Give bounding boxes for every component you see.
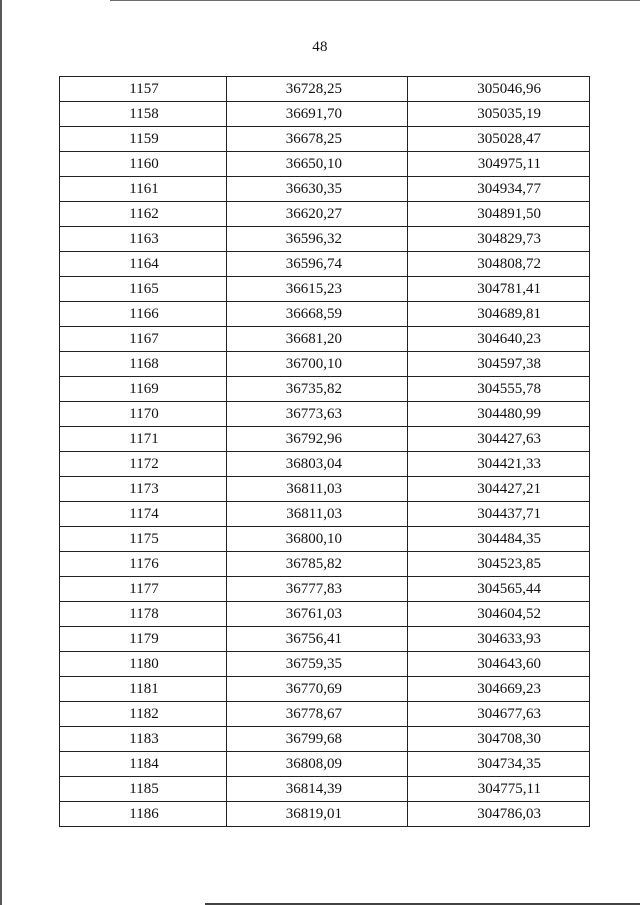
table-row bbox=[60, 777, 590, 802]
point-number-cell: 1186 bbox=[60, 802, 227, 827]
table-row bbox=[60, 727, 590, 752]
x-coordinate-cell: 36691,70 bbox=[227, 102, 408, 127]
y-coordinate-cell: 304555,78 bbox=[408, 377, 590, 402]
y-coordinate-cell: 304689,81 bbox=[408, 302, 590, 327]
y-coordinate-cell: 304523,85 bbox=[408, 552, 590, 577]
x-coordinate-cell: 36808,09 bbox=[227, 752, 408, 777]
table-row bbox=[60, 602, 590, 627]
x-coordinate-cell: 36819,01 bbox=[227, 802, 408, 827]
point-number-cell: 1159 bbox=[60, 127, 227, 152]
y-coordinate-cell: 304597,38 bbox=[408, 352, 590, 377]
x-coordinate-cell: 36785,82 bbox=[227, 552, 408, 577]
x-coordinate-cell: 36777,83 bbox=[227, 577, 408, 602]
page-number: 48 bbox=[312, 39, 328, 55]
y-coordinate-cell: 304643,60 bbox=[408, 652, 590, 677]
x-coordinate-cell: 36778,67 bbox=[227, 702, 408, 727]
point-number-cell: 1170 bbox=[60, 402, 227, 427]
table-row bbox=[60, 752, 590, 777]
table-row bbox=[60, 527, 590, 552]
y-coordinate-cell: 305028,47 bbox=[408, 127, 590, 152]
x-coordinate-cell: 36700,10 bbox=[227, 352, 408, 377]
y-coordinate-cell: 304565,44 bbox=[408, 577, 590, 602]
table-row bbox=[60, 177, 590, 202]
x-coordinate-cell: 36678,25 bbox=[227, 127, 408, 152]
x-coordinate-cell: 36773,63 bbox=[227, 402, 408, 427]
point-number-cell: 1163 bbox=[60, 227, 227, 252]
point-number-cell: 1185 bbox=[60, 777, 227, 802]
table-row bbox=[60, 102, 590, 127]
table-row bbox=[60, 577, 590, 602]
table-row bbox=[60, 352, 590, 377]
y-coordinate-cell: 304484,35 bbox=[408, 527, 590, 552]
point-number-cell: 1177 bbox=[60, 577, 227, 602]
y-coordinate-cell: 304480,99 bbox=[408, 402, 590, 427]
y-coordinate-cell: 305035,19 bbox=[408, 102, 590, 127]
y-coordinate-cell: 304604,52 bbox=[408, 602, 590, 627]
y-coordinate-cell: 304708,30 bbox=[408, 727, 590, 752]
point-number-cell: 1180 bbox=[60, 652, 227, 677]
x-coordinate-cell: 36630,35 bbox=[227, 177, 408, 202]
point-number-cell: 1184 bbox=[60, 752, 227, 777]
table-row bbox=[60, 202, 590, 227]
y-coordinate-cell: 304829,73 bbox=[408, 227, 590, 252]
x-coordinate-cell: 36792,96 bbox=[227, 427, 408, 452]
point-number-cell: 1182 bbox=[60, 702, 227, 727]
point-number-cell: 1172 bbox=[60, 452, 227, 477]
y-coordinate-cell: 304775,11 bbox=[408, 777, 590, 802]
scan-edge-left bbox=[0, 0, 2, 905]
point-number-cell: 1169 bbox=[60, 377, 227, 402]
point-number-cell: 1171 bbox=[60, 427, 227, 452]
table-row bbox=[60, 327, 590, 352]
x-coordinate-cell: 36814,39 bbox=[227, 777, 408, 802]
x-coordinate-cell: 36803,04 bbox=[227, 452, 408, 477]
x-coordinate-cell: 36770,69 bbox=[227, 677, 408, 702]
point-number-cell: 1183 bbox=[60, 727, 227, 752]
point-number-cell: 1158 bbox=[60, 102, 227, 127]
x-coordinate-cell: 36596,32 bbox=[227, 227, 408, 252]
point-number-cell: 1181 bbox=[60, 677, 227, 702]
table-row bbox=[60, 127, 590, 152]
x-coordinate-cell: 36681,20 bbox=[227, 327, 408, 352]
coordinates-table bbox=[59, 76, 590, 827]
table-row bbox=[60, 652, 590, 677]
point-number-cell: 1160 bbox=[60, 152, 227, 177]
table-row bbox=[60, 452, 590, 477]
table-row bbox=[60, 152, 590, 177]
point-number-cell: 1162 bbox=[60, 202, 227, 227]
point-number-cell: 1178 bbox=[60, 602, 227, 627]
y-coordinate-cell: 304786,03 bbox=[408, 802, 590, 827]
y-coordinate-cell: 304891,50 bbox=[408, 202, 590, 227]
x-coordinate-cell: 36761,03 bbox=[227, 602, 408, 627]
y-coordinate-cell: 304808,72 bbox=[408, 252, 590, 277]
x-coordinate-cell: 36728,25 bbox=[227, 77, 408, 102]
x-coordinate-cell: 36615,23 bbox=[227, 277, 408, 302]
x-coordinate-cell: 36756,41 bbox=[227, 627, 408, 652]
table-row bbox=[60, 552, 590, 577]
x-coordinate-cell: 36668,59 bbox=[227, 302, 408, 327]
table-row bbox=[60, 377, 590, 402]
table-row bbox=[60, 402, 590, 427]
point-number-cell: 1175 bbox=[60, 527, 227, 552]
x-coordinate-cell: 36800,10 bbox=[227, 527, 408, 552]
table-row bbox=[60, 627, 590, 652]
x-coordinate-cell: 36620,27 bbox=[227, 202, 408, 227]
y-coordinate-cell: 304437,71 bbox=[408, 502, 590, 527]
scan-edge-top bbox=[110, 0, 640, 1]
x-coordinate-cell: 36811,03 bbox=[227, 477, 408, 502]
x-coordinate-cell: 36596,74 bbox=[227, 252, 408, 277]
coordinates-table-body bbox=[60, 77, 590, 827]
point-number-cell: 1174 bbox=[60, 502, 227, 527]
y-coordinate-cell: 305046,96 bbox=[408, 77, 590, 102]
y-coordinate-cell: 304934,77 bbox=[408, 177, 590, 202]
point-number-cell: 1168 bbox=[60, 352, 227, 377]
x-coordinate-cell: 36650,10 bbox=[227, 152, 408, 177]
table-row bbox=[60, 677, 590, 702]
x-coordinate-cell: 36735,82 bbox=[227, 377, 408, 402]
table-row bbox=[60, 427, 590, 452]
point-number-cell: 1173 bbox=[60, 477, 227, 502]
point-number-cell: 1176 bbox=[60, 552, 227, 577]
point-number-cell: 1165 bbox=[60, 277, 227, 302]
y-coordinate-cell: 304669,23 bbox=[408, 677, 590, 702]
point-number-cell: 1157 bbox=[60, 77, 227, 102]
y-coordinate-cell: 304734,35 bbox=[408, 752, 590, 777]
y-coordinate-cell: 304633,93 bbox=[408, 627, 590, 652]
table-row bbox=[60, 277, 590, 302]
point-number-cell: 1161 bbox=[60, 177, 227, 202]
table-row bbox=[60, 802, 590, 827]
table-row bbox=[60, 252, 590, 277]
point-number-cell: 1167 bbox=[60, 327, 227, 352]
y-coordinate-cell: 304781,41 bbox=[408, 277, 590, 302]
table-row bbox=[60, 77, 590, 102]
x-coordinate-cell: 36799,68 bbox=[227, 727, 408, 752]
x-coordinate-cell: 36759,35 bbox=[227, 652, 408, 677]
x-coordinate-cell: 36811,03 bbox=[227, 502, 408, 527]
table-row bbox=[60, 477, 590, 502]
y-coordinate-cell: 304677,63 bbox=[408, 702, 590, 727]
table-row bbox=[60, 227, 590, 252]
y-coordinate-cell: 304975,11 bbox=[408, 152, 590, 177]
point-number-cell: 1164 bbox=[60, 252, 227, 277]
y-coordinate-cell: 304427,21 bbox=[408, 477, 590, 502]
table-row bbox=[60, 502, 590, 527]
point-number-cell: 1166 bbox=[60, 302, 227, 327]
y-coordinate-cell: 304421,33 bbox=[408, 452, 590, 477]
table-row bbox=[60, 302, 590, 327]
point-number-cell: 1179 bbox=[60, 627, 227, 652]
table-row bbox=[60, 702, 590, 727]
y-coordinate-cell: 304640,23 bbox=[408, 327, 590, 352]
y-coordinate-cell: 304427,63 bbox=[408, 427, 590, 452]
